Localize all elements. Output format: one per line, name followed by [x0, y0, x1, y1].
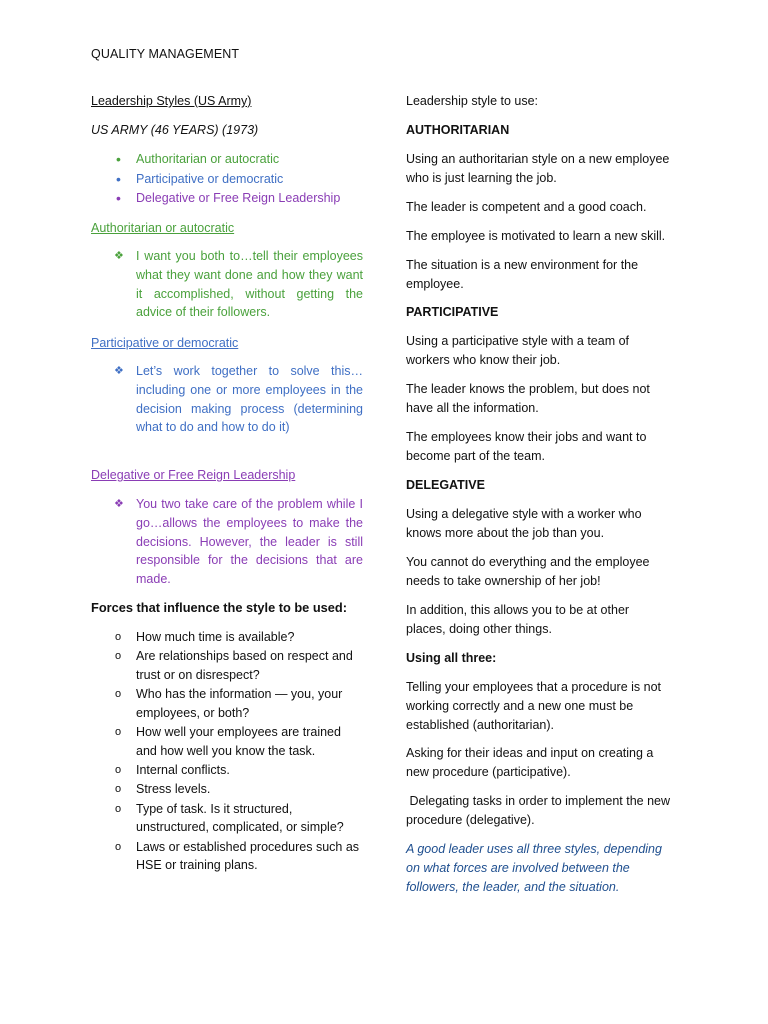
list-item: o Internal conflicts.: [91, 761, 363, 780]
authoritarian-title: AUTHORITARIAN: [406, 123, 510, 137]
forces-list: [91, 628, 363, 875]
participative-para: Using a participative style with a team of workers who know their job.: [406, 334, 630, 367]
closing-statement: A good leader uses all three styles, depending on what forces are involved between the followers, the leader, and the situation.: [406, 842, 662, 894]
list-item: o How well your employees are trained and how well you know the task.: [115, 725, 341, 758]
participative-para: The employees know their jobs and want to become part of the team.: [406, 430, 647, 463]
bullet-dot-icon: •: [116, 170, 121, 187]
leadership-heading: Leadership Styles (US Army): [91, 94, 252, 108]
list-item: • Delegative or Free Reign Leadership: [91, 189, 363, 209]
all-three-title: Using all three:: [406, 651, 497, 665]
list-item: o Stress levels.: [91, 780, 363, 799]
authoritarian-para: The leader is competent and a good coach.: [406, 200, 647, 214]
us-army-subheading: US ARMY (46 YEARS) (1973): [91, 123, 259, 137]
forces-title: Forces that influence the style to be used:: [91, 600, 347, 615]
quote-delegative: ❖ You two take care of the problem while I go…allows the employees to make the decisions. However, the leader is still responsible for the decisions that are made.: [114, 497, 363, 587]
delegative-para: In addition, this allows you to be at other places, doing other things.: [406, 603, 630, 636]
list-item: o Laws or established procedures such as HSE or training plans.: [115, 839, 360, 873]
authoritarian-para: Using an authoritarian style on a new employee who is just learning the job.: [406, 152, 670, 185]
bullet-dot-icon: •: [116, 151, 121, 167]
diamond-cluster-icon: ❖: [114, 250, 124, 262]
hollow-circle-icon: o: [115, 840, 122, 853]
delegative-para: You cannot do everything and the employee needs to take ownership of her job!: [406, 555, 650, 588]
participative-title: PARTICIPATIVE: [406, 305, 499, 319]
document-title: QUALITY MANAGEMENT: [91, 47, 240, 61]
list-item: o Are relationships based on respect and trust or on disrespect?: [115, 649, 353, 682]
all-three-para: Telling your employees that a procedure is not working correctly and a new one must be established (authoritarian).: [406, 680, 662, 732]
section-title-delegative: Delegative or Free Reign Leadership: [91, 468, 296, 482]
hollow-circle-icon: o: [115, 688, 122, 701]
authoritarian-para: The employee is motivated to learn a new skill.: [406, 229, 666, 243]
diamond-cluster-icon: ❖: [114, 365, 124, 377]
list-item: • Authoritarian or autocratic: [91, 150, 363, 170]
all-three-para: Delegating tasks in order to implement the new procedure (delegative).: [406, 794, 674, 827]
hollow-circle-icon: o: [115, 764, 122, 777]
list-item: o Who has the information — you, your employees, or both?: [115, 687, 343, 720]
style-intro: Leadership style to use:: [406, 94, 539, 108]
authoritarian-para: The situation is a new environment for the employee.: [406, 258, 639, 291]
all-three-para: Asking for their ideas and input on creating a new procedure (participative).: [406, 746, 654, 779]
hollow-circle-icon: o: [115, 650, 122, 663]
list-item: • Participative or democratic: [91, 170, 363, 190]
delegative-title: DELEGATIVE: [406, 478, 485, 492]
quote-participative: ❖ Let’s work together to solve this…including one or more employees in the decision making process (determining what to do and how to do it): [114, 364, 363, 435]
list-item: o How much time is available?: [91, 628, 363, 647]
hollow-circle-icon: o: [115, 726, 122, 739]
section-title-participative: Participative or democratic: [91, 336, 239, 350]
styles-list: [91, 150, 363, 209]
delegative-para: Using a delegative style with a worker who knows more about the job than you.: [406, 507, 642, 540]
quote-authoritarian: ❖ I want you both to…tell their employees what they want done and how they want it accomplished, without getting the advice of their followers.: [114, 249, 363, 320]
hollow-circle-icon: o: [115, 631, 122, 643]
participative-para: The leader knows the problem, but does not have all the information.: [406, 382, 650, 415]
diamond-cluster-icon: ❖: [114, 498, 124, 510]
hollow-circle-icon: o: [115, 783, 122, 796]
hollow-circle-icon: o: [115, 802, 122, 815]
section-title-authoritarian: Authoritarian or autocratic: [91, 221, 235, 235]
bullet-dot-icon: •: [116, 190, 121, 206]
list-item: o Type of task. Is it structured, unstructured, complicated, or simple?: [115, 801, 344, 835]
